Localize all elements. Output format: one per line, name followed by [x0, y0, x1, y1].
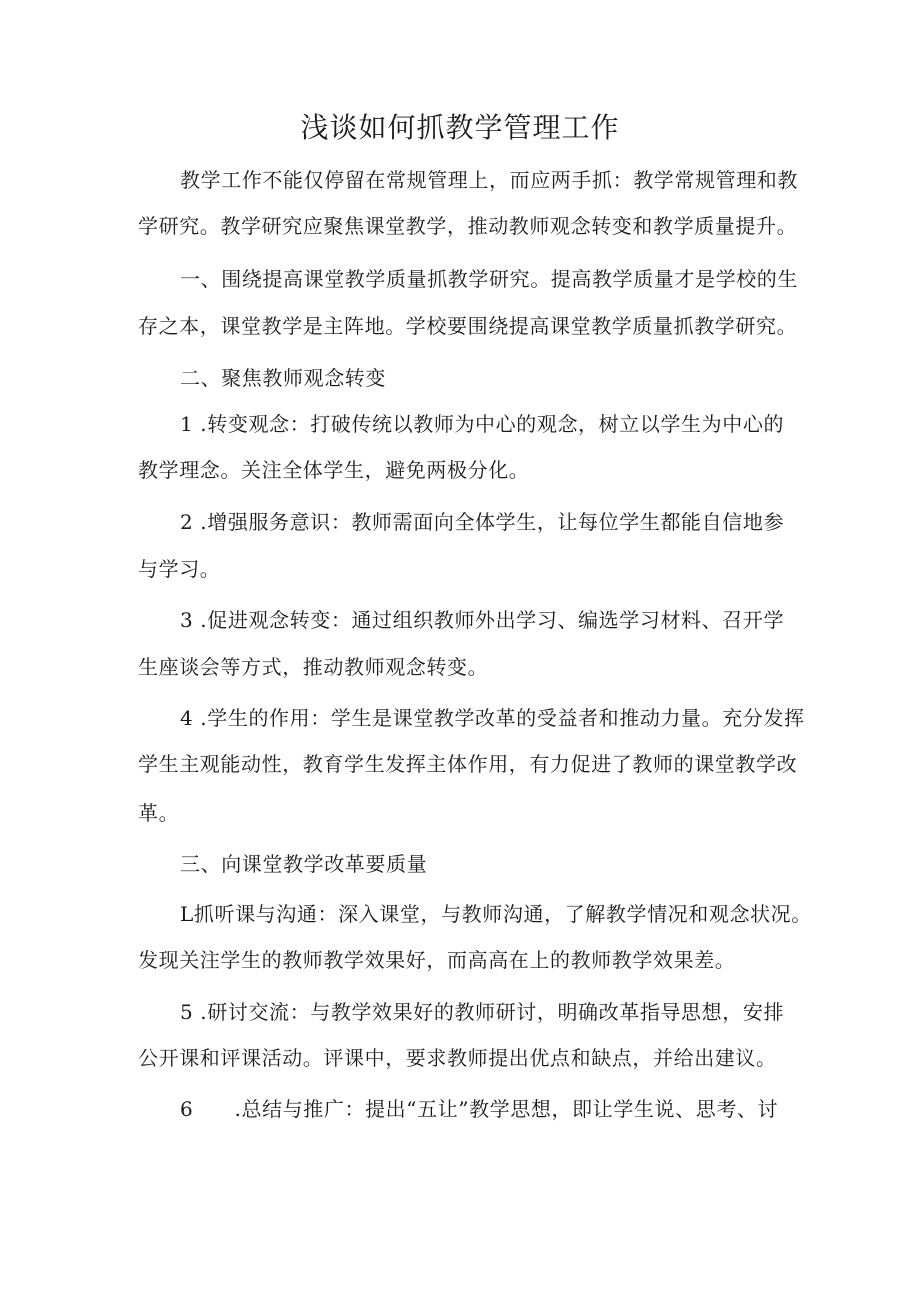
- paragraph-line: 6 .总结与推广：提出“五让”教学思想，即让学生说、思考、讨: [180, 1097, 779, 1121]
- paragraph-line: 革。: [138, 801, 180, 825]
- paragraph-line: 公开课和评课活动。评课中，要求教师提出优点和缺点，并给出建议。: [138, 1046, 777, 1070]
- paragraph-line: 1 .转变观念：打破传统以教师为中心的观念，树立以学生为中心的: [180, 412, 785, 436]
- paragraph-line: 生座谈会等方式，推动教师观念转变。: [138, 655, 489, 679]
- paragraph-line: 发现关注学生的教师教学效果好，而高高在上的教师教学效果差。: [138, 948, 736, 972]
- section-heading: 三、向课堂教学改革要质量: [180, 852, 428, 876]
- paragraph-line: 3 .促进观念转变：通过组织教师外出学习、编选学习材料、召开学: [180, 608, 785, 632]
- paragraph-line: 一、围绕提高课堂教学质量抓教学研究。提高教学质量才是学校的生: [180, 267, 798, 291]
- paragraph-line: 5 .研讨交流：与教学效果好的教师研讨，明确改革指导思想，安排: [180, 1000, 785, 1024]
- paragraph-line: 教学工作不能仅停留在常规管理上，而应两手抓：教学常规管理和教: [180, 168, 798, 192]
- paragraph-line: 2 .增强服务意识：教师需面向全体学生，让每位学生都能自信地参: [180, 510, 785, 534]
- paragraph-line: 学生主观能动性，教育学生发挥主体作用，有力促进了教师的课堂教学改: [138, 752, 798, 776]
- paragraph-line: 4 .学生的作用：学生是课堂教学改革的受益者和推动力量。充分发挥: [180, 706, 805, 730]
- paragraph-line: 教学理念。关注全体学生，避免两极分化。: [138, 458, 530, 482]
- paragraph-line: L抓听课与沟通：深入课堂，与教师沟通，了解教学情况和观念状况。: [180, 902, 812, 926]
- paragraph-line: 与学习。: [138, 557, 221, 581]
- paragraph-line: 学研究。教学研究应聚焦课堂教学，推动教师观念转变和教学质量提升。: [138, 214, 798, 238]
- paragraph-line: 存之本，课堂教学是主阵地。学校要围绕提高课堂教学质量抓教学研究。: [138, 314, 798, 338]
- document-title: 浅谈如何抓教学管理工作: [300, 111, 620, 144]
- section-heading: 二、聚焦教师观念转变: [180, 366, 386, 390]
